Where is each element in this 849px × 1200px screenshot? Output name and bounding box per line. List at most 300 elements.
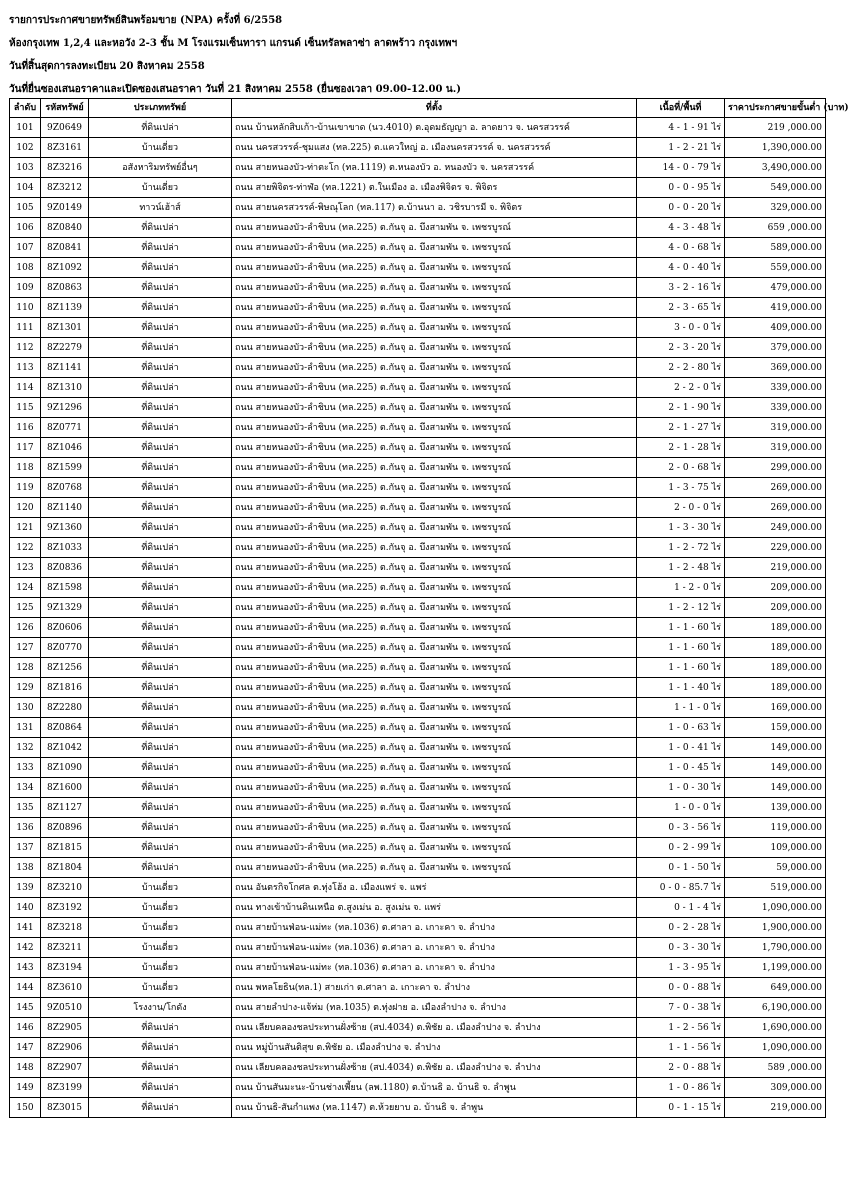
cell-location: ถนน สายบ้านฟ่อน-แม่ทะ (ทล.1036) ต.ศาลา อ. เกาะคา จ. ลำปาง [232,958,637,978]
cell-min-price: 559,000.00 [725,258,826,278]
table-row [10,1078,826,1098]
cell-order: 144 [10,978,41,998]
cell-location: ถนน เลียบคลองชลประทานฝั่งซ้าย (สป.4034) ต.พิชัย อ. เมืองลำปาง จ. ลำปาง [232,1058,637,1078]
table-header-row [10,99,826,118]
cell-location: ถนน สายหนองบัว-ลำชิบน (ทล.225) ต.กันจุ อ. บึงสามพัน จ. เพชรบูรณ์ [232,438,637,458]
cell-min-price: 169,000.00 [725,698,826,718]
cell-asset-type: ที่ดินเปล่า [89,338,232,358]
table-row [10,258,826,278]
cell-area: 2 - 1 - 28 ไร่ [637,438,725,458]
cell-area: 1 - 1 - 40 ไร่ [637,678,725,698]
cell-asset-type: ที่ดินเปล่า [89,738,232,758]
cell-asset-code: 8Z1804 [41,858,89,878]
cell-asset-type: ที่ดินเปล่า [89,458,232,478]
table-row [10,798,826,818]
table-row [10,418,826,438]
cell-order: 106 [10,218,41,238]
cell-area: 2 - 1 - 90 ไร่ [637,398,725,418]
cell-asset-code: 8Z0840 [41,218,89,238]
cell-asset-code: 8Z2279 [41,338,89,358]
cell-min-price: 269,000.00 [725,498,826,518]
cell-order: 148 [10,1058,41,1078]
cell-area: 1 - 3 - 30 ไร่ [637,518,725,538]
cell-asset-code: 9Z1296 [41,398,89,418]
table-row [10,858,826,878]
cell-area: 1 - 0 - 86 ไร่ [637,1078,725,1098]
table-row [10,398,826,418]
cell-order: 104 [10,178,41,198]
cell-order: 142 [10,938,41,958]
cell-min-price: 659 ,000.00 [725,218,826,238]
table-row [10,818,826,838]
cell-area: 4 - 0 - 40 ไร่ [637,258,725,278]
cell-asset-code: 8Z0606 [41,618,89,638]
bid-date-line: วันที่ยื่นซองเสนอราคาและเปิดซองเสนอราคา วันที่ 21 สิงหาคม 2558 (ยื่นซองเวลา 09.00-12.00 น.) [9,84,461,95]
cell-location: ถนน สายหนองบัว-ลำชิบน (ทล.225) ต.กันจุ อ. บึงสามพัน จ. เพชรบูรณ์ [232,838,637,858]
cell-min-price: 1,090,000.00 [725,898,826,918]
cell-asset-type: ที่ดินเปล่า [89,1098,232,1118]
cell-min-price: 269,000.00 [725,478,826,498]
cell-asset-code: 8Z3161 [41,138,89,158]
cell-location: ถนน สายหนองบัว-ลำชิบน (ทล.225) ต.กันจุ อ. บึงสามพัน จ. เพชรบูรณ์ [232,258,637,278]
cell-order: 116 [10,418,41,438]
cell-location: ถนน บ้านธิ-สันกำแพง (ทล.1147) ต.ห้วยยาบ อ. บ้านธิ จ. ลำพูน [232,1098,637,1118]
cell-asset-type: ที่ดินเปล่า [89,838,232,858]
cell-asset-type: อสังหาริมทรัพย์อื่นๆ [89,158,232,178]
cell-order: 123 [10,558,41,578]
cell-area: 0 - 1 - 50 ไร่ [637,858,725,878]
table-row [10,1058,826,1078]
cell-min-price: 149,000.00 [725,738,826,758]
cell-asset-type: ที่ดินเปล่า [89,798,232,818]
cell-asset-type: ที่ดินเปล่า [89,598,232,618]
cell-order: 117 [10,438,41,458]
cell-asset-code: 8Z1140 [41,498,89,518]
table-row [10,658,826,678]
table-row [10,758,826,778]
cell-min-price: 209,000.00 [725,578,826,598]
registration-deadline: วันที่สิ้นสุดการลงทะเบียน 20 สิงหาคม 2558 [9,61,205,72]
cell-location: ถนน สายหนองบัว-ลำชิบน (ทล.225) ต.กันจุ อ. บึงสามพัน จ. เพชรบูรณ์ [232,498,637,518]
cell-asset-code: 8Z0864 [41,718,89,738]
cell-asset-code: 8Z3218 [41,918,89,938]
cell-order: 128 [10,658,41,678]
cell-area: 2 - 3 - 20 ไร่ [637,338,725,358]
cell-asset-type: ที่ดินเปล่า [89,1038,232,1058]
cell-location: ถนน สายหนองบัว-ลำชิบน (ทล.225) ต.กันจุ อ. บึงสามพัน จ. เพชรบูรณ์ [232,598,637,618]
cell-min-price: 159,000.00 [725,718,826,738]
cell-asset-code: 8Z0771 [41,418,89,438]
cell-asset-code: 9Z0510 [41,998,89,1018]
cell-min-price: 219,000.00 [725,1098,826,1118]
cell-min-price: 59,000.00 [725,858,826,878]
cell-area: 0 - 2 - 99 ไร่ [637,838,725,858]
cell-asset-type: ที่ดินเปล่า [89,318,232,338]
table-row [10,718,826,738]
cell-order: 145 [10,998,41,1018]
cell-min-price: 309,000.00 [725,1078,826,1098]
table-row [10,978,826,998]
cell-location: ถนน สายหนองบัว-ลำชิบน (ทล.225) ต.กันจุ อ. บึงสามพัน จ. เพชรบูรณ์ [232,478,637,498]
cell-asset-code: 8Z1046 [41,438,89,458]
cell-asset-type: ที่ดินเปล่า [89,758,232,778]
cell-location: ถนน พหลโยธิน(ทล.1) สายเก่า ต.ศาลา อ. เกาะคา จ. ลำปาง [232,978,637,998]
cell-area: 4 - 3 - 48 ไร่ [637,218,725,238]
cell-location: ถนน สายหนองบัว-ลำชิบน (ทล.225) ต.กันจุ อ. บึงสามพัน จ. เพชรบูรณ์ [232,818,637,838]
cell-area: 0 - 3 - 56 ไร่ [637,818,725,838]
cell-area: 2 - 2 - 0 ไร่ [637,378,725,398]
table-row [10,918,826,938]
cell-order: 103 [10,158,41,178]
cell-order: 124 [10,578,41,598]
cell-min-price: 379,000.00 [725,338,826,358]
cell-asset-code: 8Z3216 [41,158,89,178]
cell-asset-code: 8Z1092 [41,258,89,278]
cell-area: 1 - 2 - 21 ไร่ [637,138,725,158]
cell-location: ถนน สายหนองบัว-ลำชิบน (ทล.225) ต.กันจุ อ. บึงสามพัน จ. เพชรบูรณ์ [232,518,637,538]
cell-min-price: 249,000.00 [725,518,826,538]
cell-asset-code: 8Z0896 [41,818,89,838]
cell-asset-type: ที่ดินเปล่า [89,278,232,298]
cell-area: 0 - 0 - 88 ไร่ [637,978,725,998]
cell-area: 0 - 0 - 95 ไร่ [637,178,725,198]
cell-min-price: 549,000.00 [725,178,826,198]
cell-location: ถนน เลียบคลองชลประทานฝั่งซ้าย (สป.4034) ต.พิชัย อ. เมืองลำปาง จ. ลำปาง [232,1018,637,1038]
cell-location: ถนน บ้านสันมะนะ-บ้านช่างเพี้ยน (ลพ.1180) ต.บ้านธิ อ. บ้านธิ จ. ลำพูน [232,1078,637,1098]
cell-asset-code: 8Z1816 [41,678,89,698]
table-row [10,738,826,758]
table-row [10,898,826,918]
cell-area: 4 - 1 - 91 ไร่ [637,118,725,138]
table-row [10,958,826,978]
cell-area: 2 - 2 - 80 ไร่ [637,358,725,378]
cell-asset-type: ที่ดินเปล่า [89,418,232,438]
cell-area: 0 - 0 - 20 ไร่ [637,198,725,218]
cell-asset-code: 8Z1599 [41,458,89,478]
table-row [10,678,826,698]
cell-location: ถนน บ้านหลักสิบเก้า-บ้านเขาขาด (นว.4010) ต.อุดมธัญญา อ. ลาดยาว จ. นครสวรรค์ [232,118,637,138]
cell-location: ถนน สายหนองบัว-ลำชิบน (ทล.225) ต.กันจุ อ. บึงสามพัน จ. เพชรบูรณ์ [232,238,637,258]
cell-asset-code: 8Z1310 [41,378,89,398]
cell-asset-type: ที่ดินเปล่า [89,678,232,698]
cell-min-price: 409,000.00 [725,318,826,338]
cell-order: 135 [10,798,41,818]
cell-location: ถนน สายหนองบัว-ลำชิบน (ทล.225) ต.กันจุ อ. บึงสามพัน จ. เพชรบูรณ์ [232,658,637,678]
table-row [10,498,826,518]
table-row [10,518,826,538]
cell-asset-code: 9Z1360 [41,518,89,538]
table-row [10,598,826,618]
cell-order: 114 [10,378,41,398]
cell-location: ถนน หมู่บ้านสันติสุข ต.พิชัย อ. เมืองลำปาง จ. ลำปาง [232,1038,637,1058]
col-header-asset-code: รหัสทรัพย์ [41,99,89,118]
cell-order: 121 [10,518,41,538]
cell-asset-code: 8Z0836 [41,558,89,578]
col-header-min-price: ราคาประกาศขายขั้นต่ำ (บาท) [725,99,826,118]
cell-asset-type: บ้านเดี่ยว [89,978,232,998]
cell-asset-code: 8Z3194 [41,958,89,978]
cell-min-price: 339,000.00 [725,378,826,398]
cell-area: 1 - 0 - 45 ไร่ [637,758,725,778]
cell-asset-type: ที่ดินเปล่า [89,438,232,458]
cell-location: ถนน สายหนองบัว-ลำชิบน (ทล.225) ต.กันจุ อ. บึงสามพัน จ. เพชรบูรณ์ [232,798,637,818]
cell-order: 133 [10,758,41,778]
cell-asset-type: ที่ดินเปล่า [89,558,232,578]
table-row [10,378,826,398]
cell-order: 139 [10,878,41,898]
cell-asset-type: ที่ดินเปล่า [89,398,232,418]
table-row [10,138,826,158]
table-row [10,618,826,638]
cell-min-price: 149,000.00 [725,758,826,778]
cell-order: 136 [10,818,41,838]
table-row [10,578,826,598]
cell-order: 150 [10,1098,41,1118]
cell-asset-code: 8Z1042 [41,738,89,758]
cell-area: 2 - 1 - 27 ไร่ [637,418,725,438]
cell-asset-type: ที่ดินเปล่า [89,478,232,498]
table-row [10,438,826,458]
cell-min-price: 209,000.00 [725,598,826,618]
cell-location: ถนน สายหนองบัว-ลำชิบน (ทล.225) ต.กันจุ อ. บึงสามพัน จ. เพชรบูรณ์ [232,718,637,738]
cell-min-price: 3,490,000.00 [725,158,826,178]
cell-asset-type: ที่ดินเปล่า [89,818,232,838]
cell-order: 112 [10,338,41,358]
cell-order: 110 [10,298,41,318]
cell-order: 141 [10,918,41,938]
cell-asset-code: 8Z3210 [41,878,89,898]
cell-area: 1 - 2 - 0 ไร่ [637,578,725,598]
cell-min-price: 419,000.00 [725,298,826,318]
cell-order: 102 [10,138,41,158]
table-row [10,698,826,718]
venue-line: ห้องกรุงเทพ 1,2,4 และหอวัง 2-3 ชั้น M โรงแรมเซ็นทารา แกรนด์ เซ็นทรัลพลาซ่า ลาดพร้าว กรุงเทพฯ [9,38,458,49]
cell-location: ถนน สายบ้านฟ่อน-แม่ทะ (ทล.1036) ต.ศาลา อ. เกาะคา จ. ลำปาง [232,938,637,958]
table-row [10,278,826,298]
cell-order: 137 [10,838,41,858]
table-row [10,238,826,258]
cell-asset-code: 8Z3015 [41,1098,89,1118]
cell-asset-type: ที่ดินเปล่า [89,578,232,598]
cell-asset-type: ที่ดินเปล่า [89,618,232,638]
cell-min-price: 1,199,000.00 [725,958,826,978]
cell-min-price: 229,000.00 [725,538,826,558]
cell-location: ถนน สายหนองบัว-ลำชิบน (ทล.225) ต.กันจุ อ. บึงสามพัน จ. เพชรบูรณ์ [232,358,637,378]
cell-area: 1 - 1 - 60 ไร่ [637,638,725,658]
table-row [10,1018,826,1038]
table-row [10,878,826,898]
table-row [10,358,826,378]
cell-asset-type: ที่ดินเปล่า [89,498,232,518]
cell-asset-code: 8Z2906 [41,1038,89,1058]
cell-area: 7 - 0 - 38 ไร่ [637,998,725,1018]
cell-location: ถนน สายหนองบัว-ลำชิบน (ทล.225) ต.กันจุ อ. บึงสามพัน จ. เพชรบูรณ์ [232,458,637,478]
cell-location: ถนน สายหนองบัว-ลำชิบน (ทล.225) ต.กันจุ อ. บึงสามพัน จ. เพชรบูรณ์ [232,698,637,718]
cell-min-price: 649,000.00 [725,978,826,998]
cell-min-price: 1,690,000.00 [725,1018,826,1038]
cell-location: ถนน สายหนองบัว-ลำชิบน (ทล.225) ต.กันจุ อ. บึงสามพัน จ. เพชรบูรณ์ [232,758,637,778]
cell-order: 140 [10,898,41,918]
cell-location: ถนน สายหนองบัว-ลำชิบน (ทล.225) ต.กันจุ อ. บึงสามพัน จ. เพชรบูรณ์ [232,778,637,798]
col-header-order: ลำดับ [10,99,41,118]
table-row [10,558,826,578]
table-row [10,158,826,178]
table-row [10,458,826,478]
cell-order: 130 [10,698,41,718]
cell-area: 4 - 0 - 68 ไร่ [637,238,725,258]
cell-area: 1 - 0 - 0 ไร่ [637,798,725,818]
cell-asset-type: ที่ดินเปล่า [89,1058,232,1078]
cell-asset-type: บ้านเดี่ยว [89,138,232,158]
cell-area: 1 - 1 - 0 ไร่ [637,698,725,718]
cell-asset-code: 8Z1141 [41,358,89,378]
cell-order: 108 [10,258,41,278]
cell-asset-code: 8Z1256 [41,658,89,678]
cell-area: 1 - 1 - 60 ไร่ [637,618,725,638]
cell-area: 1 - 0 - 63 ไร่ [637,718,725,738]
cell-location: ถนน สายหนองบัว-ลำชิบน (ทล.225) ต.กันจุ อ. บึงสามพัน จ. เพชรบูรณ์ [232,618,637,638]
cell-asset-type: บ้านเดี่ยว [89,898,232,918]
cell-min-price: 189,000.00 [725,658,826,678]
cell-asset-code: 8Z1090 [41,758,89,778]
cell-min-price: 109,000.00 [725,838,826,858]
cell-order: 129 [10,678,41,698]
table-body [10,118,826,1118]
table-row [10,298,826,318]
cell-area: 1 - 1 - 60 ไร่ [637,658,725,678]
cell-asset-type: บ้านเดี่ยว [89,878,232,898]
cell-asset-code: 8Z1033 [41,538,89,558]
cell-location: ถนน สายหนองบัว-ลำชิบน (ทล.225) ต.กันจุ อ. บึงสามพัน จ. เพชรบูรณ์ [232,858,637,878]
cell-min-price: 189,000.00 [725,678,826,698]
cell-min-price: 189,000.00 [725,638,826,658]
table-row [10,178,826,198]
cell-asset-type: ที่ดินเปล่า [89,538,232,558]
cell-order: 105 [10,198,41,218]
cell-order: 127 [10,638,41,658]
cell-area: 2 - 0 - 0 ไร่ [637,498,725,518]
cell-asset-type: ทาวน์เฮ้าส์ [89,198,232,218]
cell-asset-code: 8Z1815 [41,838,89,858]
cell-asset-code: 8Z2905 [41,1018,89,1038]
cell-asset-code: 8Z0841 [41,238,89,258]
cell-order: 111 [10,318,41,338]
cell-order: 107 [10,238,41,258]
cell-min-price: 1,390,000.00 [725,138,826,158]
cell-order: 113 [10,358,41,378]
cell-asset-type: ที่ดินเปล่า [89,658,232,678]
cell-min-price: 189,000.00 [725,618,826,638]
cell-area: 2 - 0 - 68 ไร่ [637,458,725,478]
cell-area: 1 - 3 - 75 ไร่ [637,478,725,498]
cell-asset-type: ที่ดินเปล่า [89,298,232,318]
cell-asset-code: 8Z3211 [41,938,89,958]
cell-asset-type: บ้านเดี่ยว [89,938,232,958]
cell-area: 1 - 2 - 56 ไร่ [637,1018,725,1038]
cell-min-price: 1,090,000.00 [725,1038,826,1058]
cell-asset-type: ที่ดินเปล่า [89,718,232,738]
cell-min-price: 319,000.00 [725,418,826,438]
cell-min-price: 369,000.00 [725,358,826,378]
cell-min-price: 479,000.00 [725,278,826,298]
cell-min-price: 1,790,000.00 [725,938,826,958]
cell-location: ถนน สายหนองบัว-ลำชิบน (ทล.225) ต.กันจุ อ. บึงสามพัน จ. เพชรบูรณ์ [232,278,637,298]
cell-location: ถนน สายหนองบัว-ลำชิบน (ทล.225) ต.กันจุ อ. บึงสามพัน จ. เพชรบูรณ์ [232,538,637,558]
cell-location: ถนน สายหนองบัว-ลำชิบน (ทล.225) ต.กันจุ อ. บึงสามพัน จ. เพชรบูรณ์ [232,738,637,758]
cell-area: 0 - 1 - 4 ไร่ [637,898,725,918]
cell-min-price: 1,900,000.00 [725,918,826,938]
cell-area: 1 - 3 - 95 ไร่ [637,958,725,978]
cell-order: 118 [10,458,41,478]
cell-asset-code: 9Z0149 [41,198,89,218]
cell-location: ถนน อันตรกิจโกศล ต.ทุ่งโฮ้ง อ. เมืองแพร่ จ. แพร่ [232,878,637,898]
cell-asset-code: 8Z1127 [41,798,89,818]
table-row [10,538,826,558]
npa-listing-table [9,98,849,1118]
cell-asset-type: บ้านเดี่ยว [89,958,232,978]
cell-order: 120 [10,498,41,518]
cell-asset-type: ที่ดินเปล่า [89,1078,232,1098]
cell-order: 109 [10,278,41,298]
cell-area: 3 - 0 - 0 ไร่ [637,318,725,338]
cell-asset-code: 8Z1139 [41,298,89,318]
cell-location: ถนน สายหนองบัว-ลำชิบน (ทล.225) ต.กันจุ อ. บึงสามพัน จ. เพชรบูรณ์ [232,678,637,698]
cell-location: ถนน สายหนองบัว-ลำชิบน (ทล.225) ต.กันจุ อ. บึงสามพัน จ. เพชรบูรณ์ [232,638,637,658]
cell-min-price: 299,000.00 [725,458,826,478]
cell-asset-code: 8Z1600 [41,778,89,798]
cell-asset-type: ที่ดินเปล่า [89,858,232,878]
cell-order: 143 [10,958,41,978]
table-row [10,938,826,958]
cell-asset-code: 8Z3610 [41,978,89,998]
table-row [10,118,826,138]
cell-min-price: 6,190,000.00 [725,998,826,1018]
cell-area: 0 - 2 - 28 ไร่ [637,918,725,938]
cell-asset-code: 8Z3199 [41,1078,89,1098]
cell-order: 132 [10,738,41,758]
cell-area: 1 - 2 - 12 ไร่ [637,598,725,618]
announcement-title: รายการประกาศขายทรัพย์สินพร้อมขาย (NPA) ครั้งที่ 6/2558 [9,15,283,26]
cell-order: 131 [10,718,41,738]
cell-asset-code: 9Z0649 [41,118,89,138]
cell-order: 147 [10,1038,41,1058]
cell-min-price: 339,000.00 [725,398,826,418]
table-row [10,998,826,1018]
cell-area: 1 - 2 - 48 ไร่ [637,558,725,578]
cell-asset-code: 8Z1598 [41,578,89,598]
cell-min-price: 519,000.00 [725,878,826,898]
cell-area: 0 - 1 - 15 ไร่ [637,1098,725,1118]
cell-location: ถนน สายหนองบัว-ลำชิบน (ทล.225) ต.กันจุ อ. บึงสามพัน จ. เพชรบูรณ์ [232,218,637,238]
cell-asset-type: ที่ดินเปล่า [89,258,232,278]
cell-asset-type: ที่ดินเปล่า [89,238,232,258]
cell-asset-type: ที่ดินเปล่า [89,218,232,238]
table-row [10,1098,826,1118]
cell-asset-type: ที่ดินเปล่า [89,638,232,658]
cell-min-price: 329,000.00 [725,198,826,218]
cell-location: ถนน สายหนองบัว-ท่าตะโก (ทล.1119) ต.หนองบัว อ. หนองบัว จ. นครสวรรค์ [232,158,637,178]
cell-asset-type: ที่ดินเปล่า [89,358,232,378]
table-row [10,338,826,358]
cell-area: 2 - 0 - 88 ไร่ [637,1058,725,1078]
cell-asset-code: 8Z2280 [41,698,89,718]
cell-area: 2 - 3 - 65 ไร่ [637,298,725,318]
cell-asset-code: 8Z0770 [41,638,89,658]
cell-min-price: 589 ,000.00 [725,1058,826,1078]
cell-asset-code: 8Z2907 [41,1058,89,1078]
cell-area: 14 - 0 - 79 ไร่ [637,158,725,178]
cell-order: 126 [10,618,41,638]
